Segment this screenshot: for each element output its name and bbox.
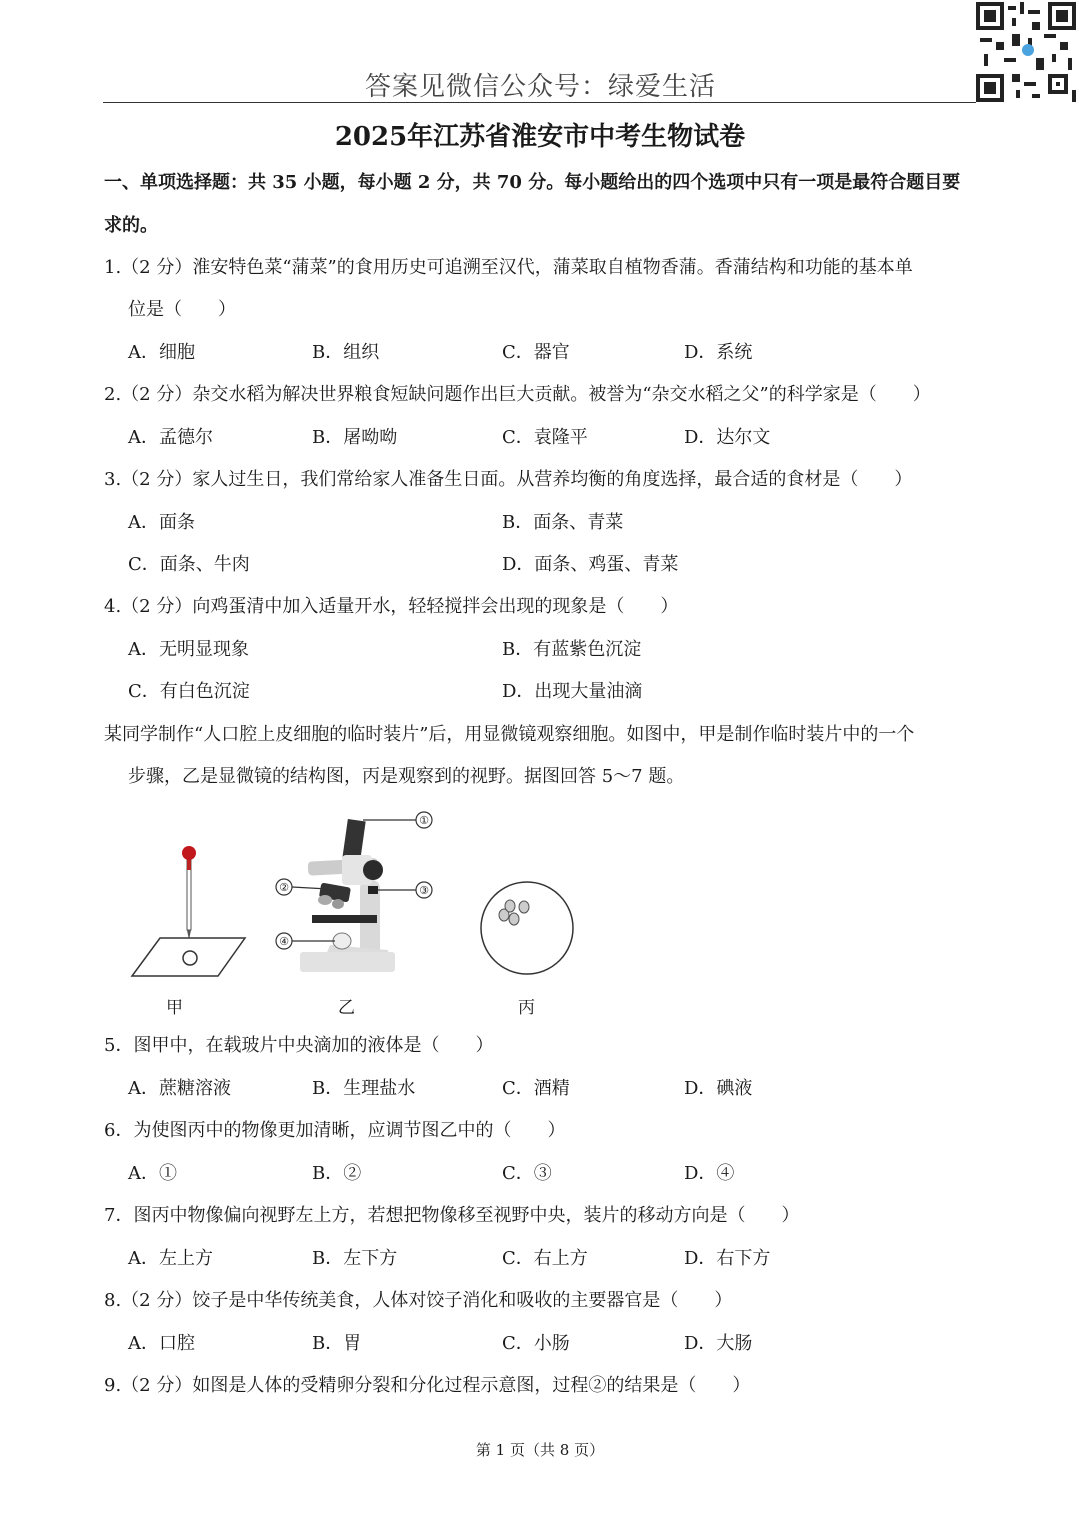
header-banner: 答案见微信公众号：绿爱生活 xyxy=(365,72,717,102)
option: B．组织 xyxy=(312,342,380,363)
option: A．① xyxy=(128,1163,177,1184)
option: C．③ xyxy=(502,1163,552,1184)
question-1-stem-cont: 位是（ ） xyxy=(128,299,236,320)
option: B．左下方 xyxy=(312,1248,398,1269)
label-2: ② xyxy=(279,881,289,894)
option: C．袁隆平 xyxy=(502,427,588,448)
question-8-stem: 8.（2 分）饺子是中华传统美食，人体对饺子消化和吸收的主要器官是（ ） xyxy=(104,1290,733,1311)
option: D．右下方 xyxy=(684,1248,771,1269)
option: A．左上方 xyxy=(128,1248,213,1269)
option: D．达尔文 xyxy=(684,427,771,448)
header-divider xyxy=(103,102,976,103)
option: B．胃 xyxy=(312,1333,362,1354)
option: B．屠呦呦 xyxy=(312,427,398,448)
option: A．蔗糖溶液 xyxy=(128,1078,231,1099)
question-9-stem: 9.（2 分）如图是人体的受精卵分裂和分化过程示意图，过程②的结果是（ ） xyxy=(104,1375,751,1396)
option: D．大肠 xyxy=(684,1333,753,1354)
option: B．生理盐水 xyxy=(312,1078,416,1099)
option: C．有白色沉淀 xyxy=(128,681,250,702)
passage-cont: 步骤，乙是显微镜的结构图，丙是观察到的视野。据图回答 5～7 题。 xyxy=(128,766,685,787)
label-1: ① xyxy=(419,814,429,827)
option: C．面条、牛肉 xyxy=(128,554,250,575)
dropper-slide-illustration xyxy=(132,846,245,976)
option: B．面条、青菜 xyxy=(502,512,624,533)
question-4-stem: 4.（2 分）向鸡蛋清中加入适量开水，轻轻搅拌会出现的现象是（ ） xyxy=(104,596,679,617)
figure-caption-bing: 丙 xyxy=(518,998,535,1018)
label-4: ④ xyxy=(279,935,289,948)
page-title: 2025年江苏省淮安市中考生物试卷 xyxy=(334,122,746,152)
question-3-stem: 3.（2 分）家人过生日，我们常给家人准备生日面。从营养均衡的角度选择，最合适的食材是（ ） xyxy=(104,469,913,490)
section-heading: 一、单项选择题：共 35 小题，每小题 2 分，共 70 分。每小题给出的四个选项中只有一项是最符合题目要 xyxy=(104,172,961,193)
option: C．酒精 xyxy=(502,1078,570,1099)
option: D．出现大量油滴 xyxy=(502,681,643,702)
figure-caption-jia: 甲 xyxy=(166,998,183,1018)
section-heading-cont: 求的。 xyxy=(104,215,158,236)
option: D．系统 xyxy=(684,342,753,363)
field-of-view-illustration xyxy=(481,882,573,974)
question-5-stem: 5．图甲中，在载玻片中央滴加的液体是（ ） xyxy=(104,1035,494,1056)
microscope-figure xyxy=(120,800,600,990)
figure-caption-yi: 乙 xyxy=(338,998,355,1018)
microscope-illustration xyxy=(300,819,395,972)
option: D．④ xyxy=(684,1163,735,1184)
passage: 某同学制作“人口腔上皮细胞的临时装片”后，用显微镜观察细胞。如图中，甲是制作临时装片中的一个 xyxy=(104,724,915,745)
question-1-stem: 1.（2 分）淮安特色菜“蒲菜”的食用历史可追溯至汉代，蒲菜取自植物香蒲。香蒲结构和功能的基本单 xyxy=(104,257,913,278)
option: B．② xyxy=(312,1163,362,1184)
option: B．有蓝紫色沉淀 xyxy=(502,639,642,660)
option: A．无明显现象 xyxy=(128,639,249,660)
option: D．碘液 xyxy=(684,1078,753,1099)
option: C．右上方 xyxy=(502,1248,588,1269)
option: A．细胞 xyxy=(128,342,195,363)
option: D．面条、鸡蛋、青菜 xyxy=(502,554,679,575)
label-3: ③ xyxy=(419,884,429,897)
question-6-stem: 6．为使图丙中的物像更加清晰，应调节图乙中的（ ） xyxy=(104,1120,566,1141)
question-7-stem: 7．图丙中物像偏向视野左上方，若想把物像移至视野中央，装片的移动方向是（ ） xyxy=(104,1205,800,1226)
question-2-stem: 2.（2 分）杂交水稻为解决世界粮食短缺问题作出巨大贡献。被誉为“杂交水稻之父”的科学家是（ ） xyxy=(104,384,931,405)
option: A．口腔 xyxy=(128,1333,195,1354)
page-number: 第 1 页（共 8 页） xyxy=(475,1441,605,1459)
qr-code xyxy=(976,2,1076,102)
option: A．孟德尔 xyxy=(128,427,213,448)
option: C．器官 xyxy=(502,342,570,363)
option: A．面条 xyxy=(128,512,195,533)
option: C．小肠 xyxy=(502,1333,570,1354)
